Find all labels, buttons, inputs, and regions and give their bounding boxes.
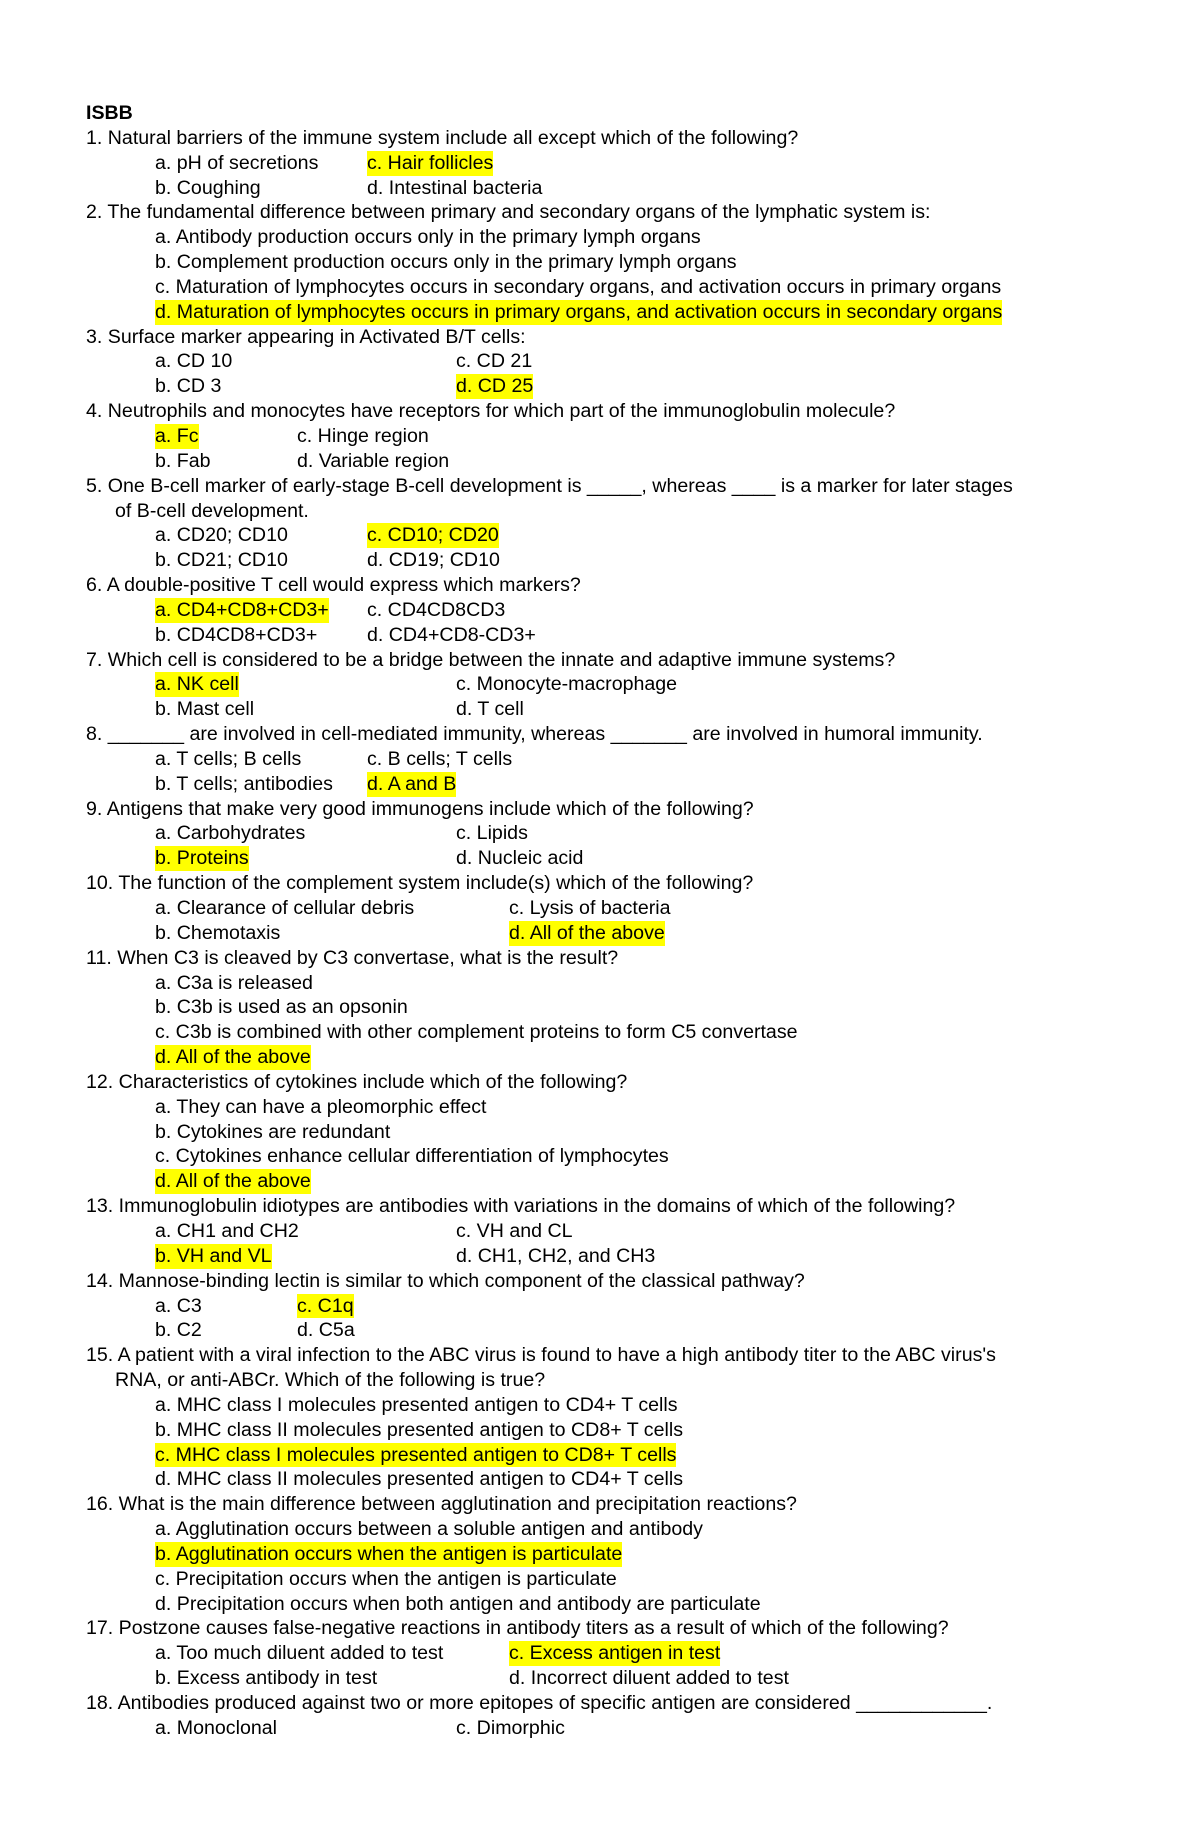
question-block [86,399,1146,474]
highlighted-answer: d. A and B [367,772,457,795]
answer-option: a. Agglutination occurs between a soluble antigen and antibody [155,1518,703,1541]
question-block [86,1616,1146,1691]
question-text: 4. Neutrophils and monocytes have receptors for which part of the immunoglobulin molecule? [86,400,896,423]
option-row [86,1443,1146,1468]
question-text: 3. Surface marker appearing in Activated B/T cells: [86,325,526,348]
answer-option: a. CH1 and CH2 [155,1219,299,1242]
answer-option: b. CD4CD8+CD3+ [155,623,318,646]
option-row [86,300,1146,325]
question-block [86,126,1146,201]
question-block [86,1070,1146,1194]
question-text: 10. The function of the complement system include(s) which of the following? [86,872,754,895]
question-block [86,648,1146,723]
question-text-continuation: RNA, or anti-ABCr. Which of the following is true? [115,1369,546,1392]
question-text: 16. What is the main difference between agglutination and precipitation reactions? [86,1493,797,1516]
answer-option: b. Excess antibody in test [155,1667,378,1690]
answer-option: a. T cells; B cells [155,747,302,770]
answer-option: d. CH1, CH2, and CH3 [456,1244,656,1267]
question-block [86,797,1146,872]
option-row [86,151,1146,176]
highlighted-answer: c. Hair follicles [367,151,494,174]
answer-option: c. CD 21 [456,350,533,373]
option-row [86,1144,1146,1169]
document-page [86,101,1146,1741]
option-row [86,921,1146,946]
question-text: 14. Mannose-binding lectin is similar to which component of the classical pathway? [86,1269,805,1292]
option-row [86,821,1146,846]
option-row [86,424,1146,449]
option-row [86,349,1146,374]
highlighted-answer: b. Proteins [155,847,249,870]
question-block [86,474,1146,573]
option-row [86,697,1146,722]
answer-option: a. Clearance of cellular debris [155,897,415,919]
question-text: 12. Characteristics of cytokines include which of the following? [86,1070,628,1093]
answer-option: c. Dimorphic [456,1716,565,1739]
question-block [86,573,1146,648]
answer-option: d. MHC class II molecules presented antigen to CD4+ T cells [155,1468,684,1491]
question-text: 11. When C3 is cleaved by C3 convertase, what is the result? [86,946,619,969]
option-row [86,1244,1146,1269]
question-text: 2. The fundamental difference between primary and secondary organs of the lymphatic system is: [86,201,931,224]
option-row [86,1169,1146,1194]
answer-option: d. Nucleic acid [456,847,584,870]
option-row [86,1393,1146,1418]
answer-option: b. Mast cell [155,698,255,721]
answer-option: c. C3b is combined with other complement proteins to form C5 convertase [155,1021,798,1044]
question-text-continuation: of B-cell development. [115,499,309,522]
option-row [86,772,1146,797]
question-block [86,946,1146,1070]
option-row [86,1294,1146,1319]
question-text: 9. Antigens that make very good immunogens include which of the following? [86,797,754,820]
answer-option: c. B cells; T cells [367,747,513,770]
option-row [86,1120,1146,1145]
answer-option: b. C2 [155,1319,202,1342]
answer-option: c. VH and CL [456,1219,573,1242]
answer-option: d. Precipitation occurs when both antigen and antibody are particulate [155,1592,761,1615]
answer-option: b. Fab [155,449,211,472]
question-text: 17. Postzone causes false-negative reactions in antibody titers as a result of which of the following? [86,1617,949,1640]
question-block [86,1492,1146,1616]
answer-option: c. Hinge region [297,424,429,447]
answer-option: c. CD4CD8CD3 [367,598,506,621]
answer-option: a. Carbohydrates [155,822,306,845]
option-row [86,971,1146,996]
highlighted-answer: c. CD10; CD20 [367,524,499,547]
highlighted-answer: d. All of the above [509,921,665,944]
question-text: 5. One B-cell marker of early-stage B-cell development is _____, whereas ____ is a marker for later stages [86,474,1013,497]
option-row [86,548,1146,573]
option-row [86,1592,1146,1617]
highlighted-answer: c. C1q [297,1294,354,1317]
answer-option: b. T cells; antibodies [155,772,333,795]
highlighted-answer: b. VH and VL [155,1244,272,1267]
option-row [86,672,1146,697]
option-row [86,846,1146,871]
option-row [86,1542,1146,1567]
answer-option: b. CD 3 [155,375,222,398]
option-row [86,449,1146,474]
option-row [86,1418,1146,1443]
answer-option: d. C5a [297,1319,355,1342]
option-row [86,747,1146,772]
answer-option: a. pH of secretions [155,151,319,174]
option-row [86,1517,1146,1542]
question-block [86,200,1146,324]
answer-option: a. CD 10 [155,350,233,373]
answer-option: a. Monoclonal [155,1716,277,1739]
option-row [86,623,1146,648]
question-text: 1. Natural barriers of the immune system include all except which of the following? [86,126,799,149]
answer-option: c. Monocyte-macrophage [456,673,678,696]
option-row [86,275,1146,300]
highlighted-answer: c. Excess antigen in test [509,1642,721,1665]
question-text: 18. Antibodies produced against two or more epitopes of specific antigen are considered ____________. [86,1692,993,1714]
question-list [86,126,1146,1741]
answer-option: b. Complement production occurs only in the primary lymph organs [155,251,737,274]
question-text: 8. _______ are involved in cell-mediated immunity, whereas _______ are involved in humoral immunity. [86,723,983,746]
question-block [86,1343,1146,1492]
highlighted-answer: d. All of the above [155,1170,311,1193]
option-row [86,523,1146,548]
answer-option: b. Cytokines are redundant [155,1120,391,1143]
option-row [86,1095,1146,1120]
answer-option: c. Maturation of lymphocytes occurs in secondary organs, and activation occurs in primary organs [155,275,1002,298]
option-row [86,1318,1146,1343]
option-row [86,995,1146,1020]
answer-option: a. CD20; CD10 [155,524,288,547]
question-block [86,871,1146,946]
option-row [86,896,1146,921]
question-block [86,1269,1146,1344]
highlighted-answer: a. CD4+CD8+CD3+ [155,598,329,621]
answer-option: a. They can have a pleomorphic effect [155,1095,487,1118]
option-row [86,1716,1146,1741]
option-row [86,225,1146,250]
answer-option: a. C3a is released [155,971,313,994]
question-text: 7. Which cell is considered to be a bridge between the innate and adaptive immune systems? [86,648,896,671]
highlighted-answer: a. NK cell [155,673,239,696]
option-row [86,1467,1146,1492]
option-row [86,1666,1146,1691]
answer-option: d. Incorrect diluent added to test [509,1667,789,1690]
answer-option: d. CD4+CD8-CD3+ [367,623,536,646]
option-row [86,176,1146,201]
answer-option: d. Variable region [297,449,450,472]
answer-option: a. Too much diluent added to test [155,1642,444,1665]
answer-option: b. CD21; CD10 [155,549,288,572]
answer-option: b. MHC class II molecules presented antigen to CD8+ T cells [155,1418,684,1441]
answer-option: b. Chemotaxis [155,921,281,944]
answer-option: d. CD19; CD10 [367,549,500,572]
highlighted-answer: c. MHC class I molecules presented antigen to CD8+ T cells [155,1443,677,1466]
answer-option: a. Antibody production occurs only in the primary lymph organs [155,226,701,249]
option-row [86,1045,1146,1070]
answer-option: d. Intestinal bacteria [367,176,543,199]
question-text: 15. A patient with a viral infection to the ABC virus is found to have a high antibody titer to the ABC virus's [86,1344,996,1367]
question-block [86,1194,1146,1269]
option-row [86,1641,1146,1666]
question-text: 6. A double-positive T cell would express which markers? [86,574,581,597]
option-row [86,598,1146,623]
option-row [86,1567,1146,1592]
answer-option: a. MHC class I molecules presented antigen to CD4+ T cells [155,1393,678,1416]
question-block [86,325,1146,400]
answer-option: c. Lipids [456,822,528,845]
option-row [86,250,1146,275]
option-row [86,1219,1146,1244]
highlighted-answer: d. All of the above [155,1046,311,1069]
question-text: 13. Immunoglobulin idiotypes are antibodies with variations in the domains of which of the following? [86,1195,956,1218]
highlighted-answer: b. Agglutination occurs when the antigen is particulate [155,1542,623,1565]
answer-option: d. T cell [456,698,524,721]
question-block [86,722,1146,797]
answer-option: a. C3 [155,1294,202,1317]
question-block [86,1691,1146,1741]
highlighted-answer: d. Maturation of lymphocytes occurs in primary organs, and activation occurs in secondary organs [155,300,1003,323]
highlighted-answer: d. CD 25 [456,375,534,398]
document-title: ISBB [86,102,133,124]
answer-option: c. Precipitation occurs when the antigen is particulate [155,1567,617,1590]
highlighted-answer: a. Fc [155,424,199,447]
option-row [86,374,1146,399]
answer-option: c. Cytokines enhance cellular differentiation of lymphocytes [155,1145,669,1168]
option-row [86,1020,1146,1045]
answer-option: c. Lysis of bacteria [509,897,671,919]
answer-option: b. Coughing [155,176,261,199]
answer-option: b. C3b is used as an opsonin [155,996,408,1019]
